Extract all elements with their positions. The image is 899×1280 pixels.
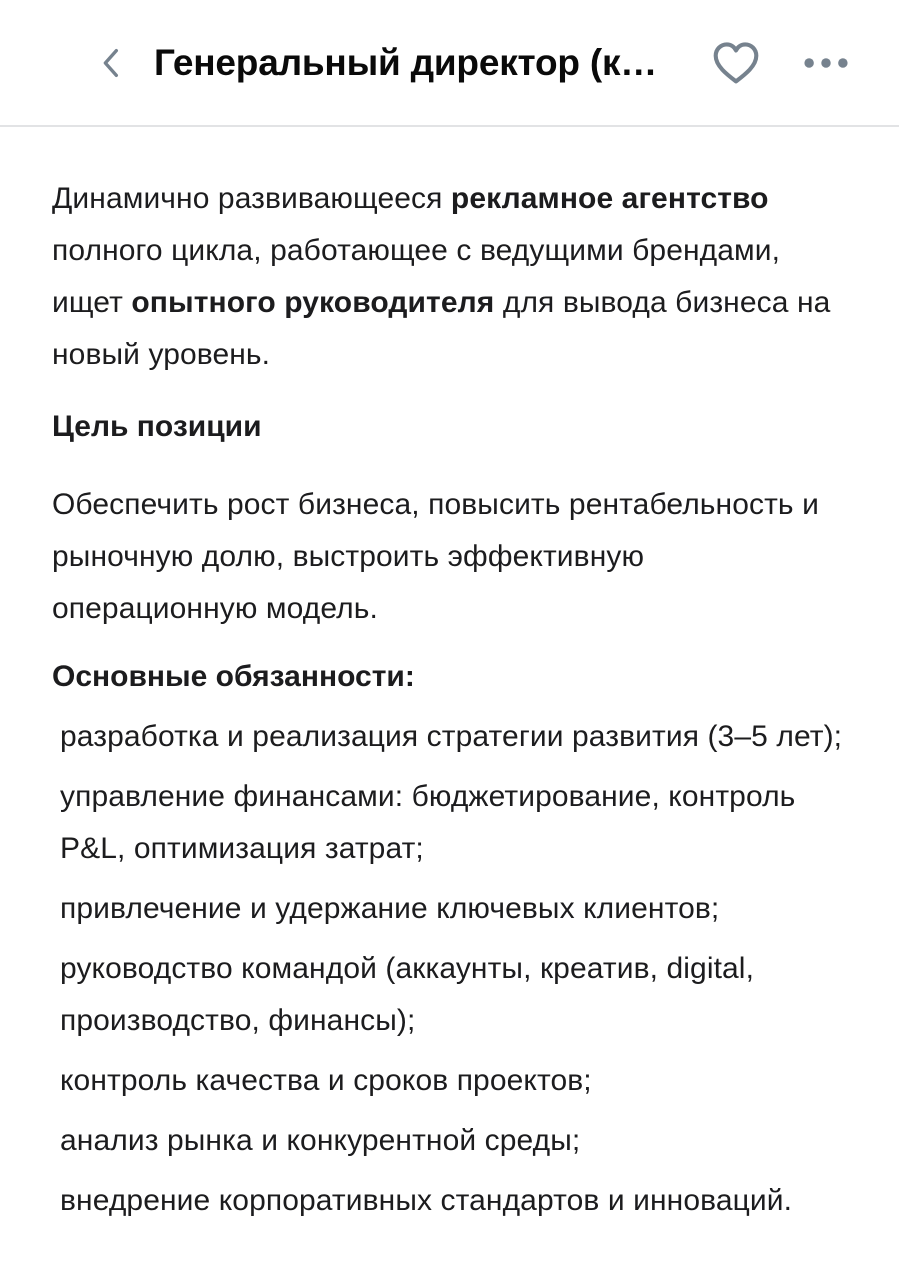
intro-text-1: Динамично развивающееся — [52, 182, 451, 215]
goal-heading: Цель позиции — [52, 410, 262, 443]
chevron-left-icon — [92, 39, 132, 87]
duty-item: внедрение корпоративных стандартов и инноваций. — [60, 1184, 793, 1217]
intro-bold-leader: опытного руководителя — [131, 286, 495, 319]
duty-item: контроль качества и сроков проектов; — [60, 1064, 592, 1097]
intro-text-2: полного цикла, работающее с ведущими брендами, ищет — [52, 234, 781, 319]
intro-text-3: для вывода бизнеса на новый уровень. — [52, 286, 831, 371]
back-button[interactable] — [84, 35, 140, 91]
heart-icon — [707, 34, 765, 92]
duty-item: анализ рынка и конкурентной среды; — [60, 1124, 581, 1157]
duty-item: разработка и реализация стратегии развития (3–5 лет); — [60, 720, 843, 753]
duty-item: управление финансами: бюджетирование, контроль P&L, оптимизация затрат; — [60, 780, 796, 865]
duties-heading: Основные обязанности: — [52, 660, 415, 693]
ellipsis-icon — [799, 36, 853, 90]
goal-paragraph: Обеспечить рост бизнеса, повысить рентабельность и рыночную долю, выстроить эффективную операционную модель. — [52, 488, 819, 625]
duties-list — [52, 711, 847, 1227]
intro-paragraph — [52, 173, 847, 381]
favorite-button[interactable] — [705, 32, 767, 94]
intro-bold-agency: рекламное агентство — [450, 182, 769, 215]
vacancy-description — [0, 127, 899, 1227]
duty-item: руководство командой (аккаунты, креатив, digital, производство, финансы); — [60, 952, 755, 1037]
page-title: Генеральный директор (к… — [154, 41, 658, 83]
header-bar — [0, 0, 899, 127]
more-options-button[interactable] — [797, 34, 855, 92]
duty-item: привлечение и удержание ключевых клиентов; — [60, 892, 720, 925]
